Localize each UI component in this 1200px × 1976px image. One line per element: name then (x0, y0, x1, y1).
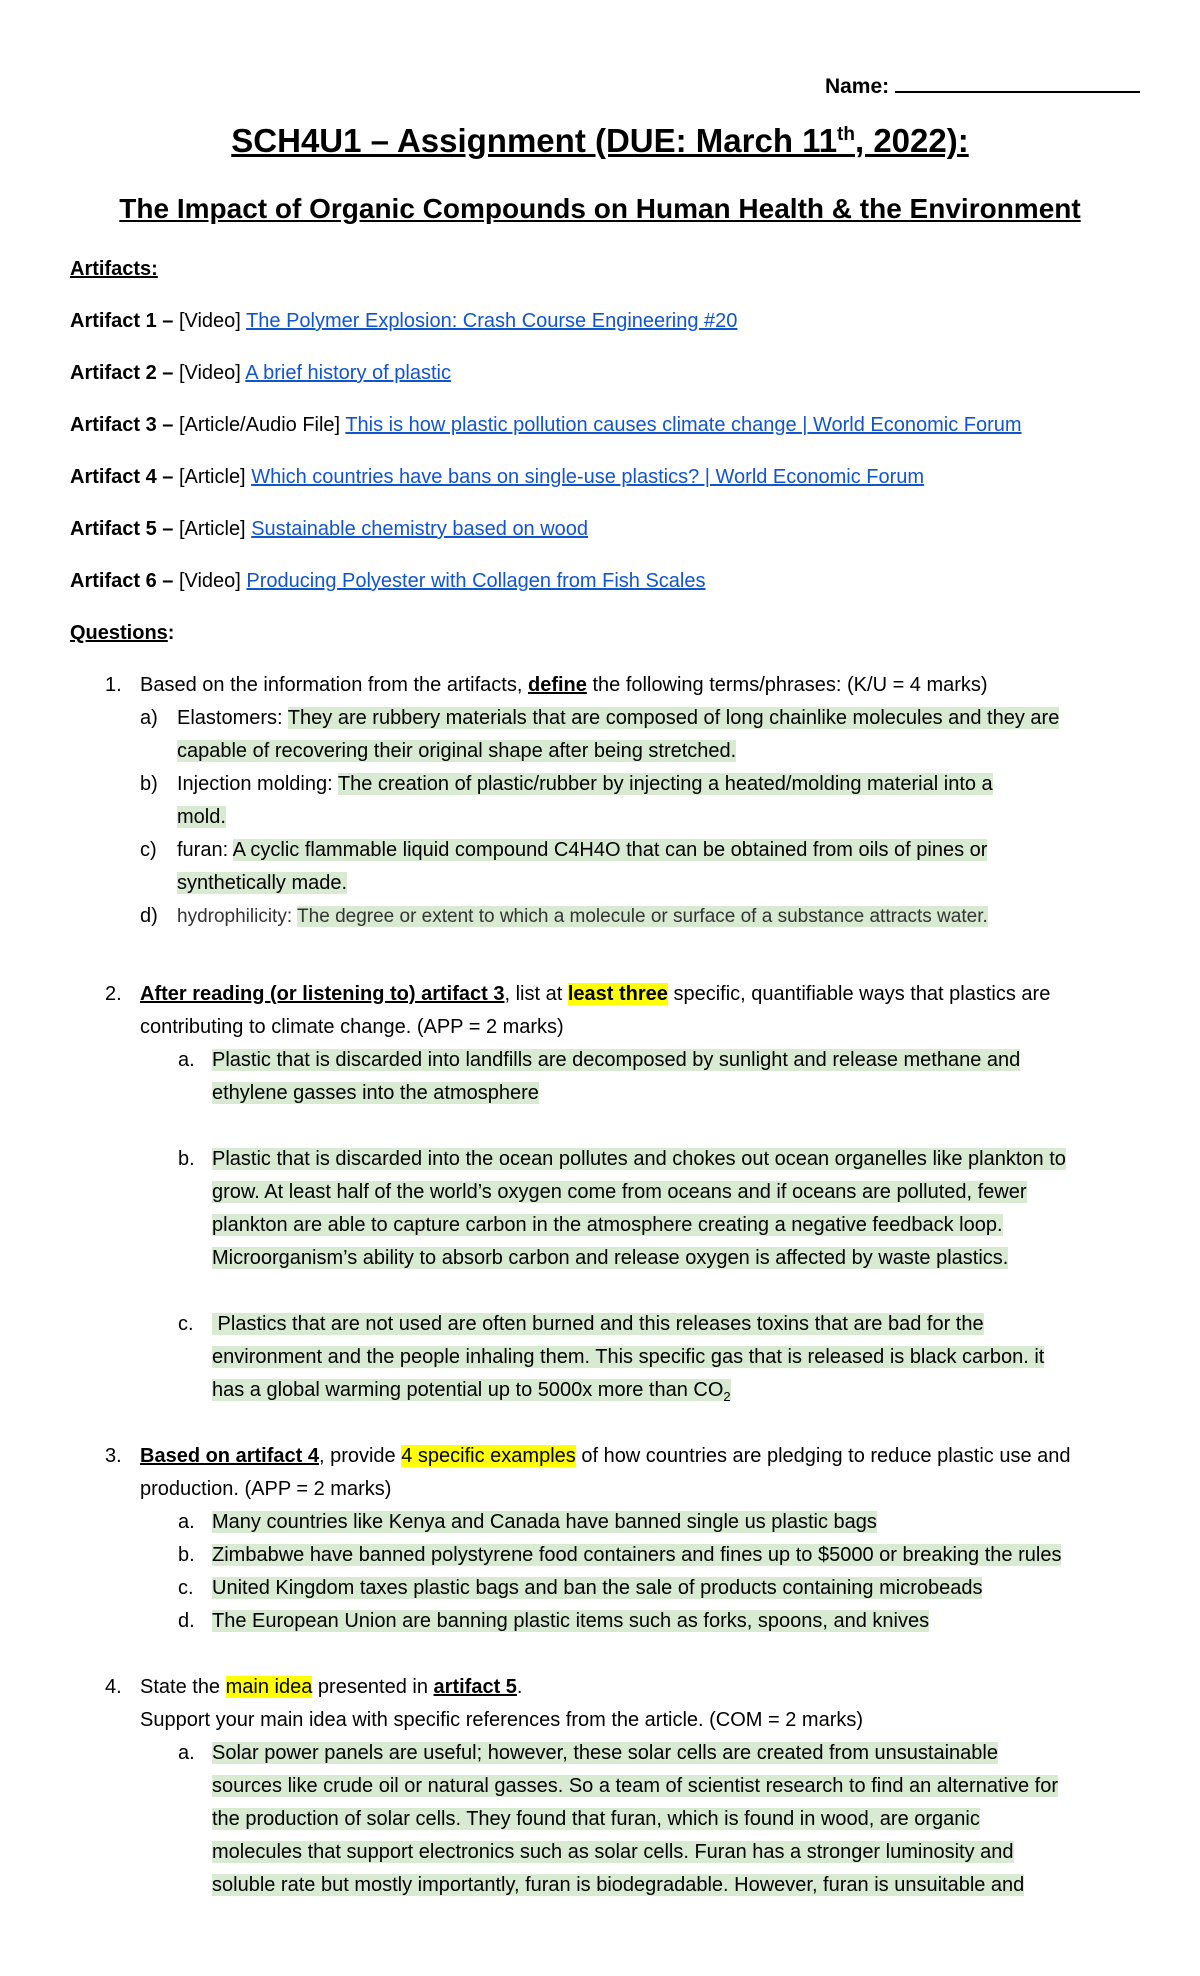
artifact-2: Artifact 2 – [Video] A brief history of plastic (70, 362, 451, 384)
q2c-answer: Plastics that are not used are often burned and this releases toxins that are bad for the (212, 1313, 984, 1335)
q3-number: 3. (105, 1445, 122, 1467)
q2b-answer-cont-3: Microorganism’s ability to absorb carbon and release oxygen is affected by waste plastics. (212, 1247, 1009, 1269)
q3a-answer: Many countries like Kenya and Canada have banned single us plastic bags (212, 1511, 877, 1533)
q2b-answer-cont-2: plankton are able to capture carbon in the atmosphere creating a negative feedback loop. (212, 1214, 1003, 1236)
q2c-answer-cont-2: has a global warming potential up to 5000x more than $CO_2$ (212, 1379, 731, 1404)
q4a-answer-cont-4: soluble rate but mostly importantly, furan is biodegradable. However, furan is unsuitable and (212, 1874, 1025, 1896)
q3d-answer: The European Union are banning plastic items such as forks, spoons, and knives (212, 1610, 930, 1632)
q3b-letter: b. (178, 1544, 195, 1566)
q2a-answer-cont: ethylene gasses into the atmosphere (212, 1082, 539, 1104)
q3-prompt: Based on artifact 4, provide 4 specific examples of how countries are pledging to reduce plastic use and (140, 1445, 1071, 1467)
questions-heading: Questions: (70, 622, 175, 644)
q1c-letter: c) (140, 839, 157, 861)
q1-number: 1. (105, 674, 122, 696)
q1d-answer: hydrophilicity: The degree or extent to which a molecule or surface of a substance attracts water. (177, 906, 988, 927)
artifact-5: Artifact 5 – [Article] Sustainable chemistry based on wood (70, 518, 589, 540)
q1d-letter: d) (140, 905, 158, 927)
artifact-1-link[interactable]: The Polymer Explosion: Crash Course Engineering #20 (246, 310, 738, 332)
q2b-answer: Plastic that is discarded into the ocean pollutes and chokes out ocean organelles like plankton to (212, 1148, 1066, 1170)
assignment-subtitle: The Impact of Organic Compounds on Human Health & the Environment (119, 193, 1081, 224)
q1b-answer-cont: mold. (177, 806, 226, 828)
q3b-answer: Zimbabwe have banned polystyrene food containers and fines up to $5000 or breaking the rules (212, 1544, 1062, 1566)
q3-prompt-cont: production. (APP = 2 marks) (140, 1478, 392, 1500)
q3c-letter: c. (178, 1577, 194, 1599)
name-label: Name: (824, 75, 890, 98)
q2c-answer-cont-1: environment and the people inhaling them. This specific gas that is released is black carbon. it (212, 1346, 1045, 1368)
q2-prompt: After reading (or listening to) artifact 3, list at least three specific, quantifiable ways that plastics are (140, 983, 1051, 1005)
artifacts-heading: Artifacts: (70, 258, 158, 280)
artifact-3: Artifact 3 – [Article/Audio File] This is how plastic pollution causes climate change | World Economic Forum (70, 414, 1022, 436)
artifact-2-link[interactable]: A brief history of plastic (245, 362, 451, 384)
q3d-letter: d. (178, 1610, 195, 1632)
q4a-answer-cont-1: sources like crude oil or natural gasses. So a team of scientist research to find an alternative for (212, 1775, 1058, 1797)
q4a-answer-cont-2: the production of solar cells. They found that furan, which is found in wood, are organic (212, 1808, 980, 1830)
q2b-letter: b. (178, 1148, 195, 1170)
q1-prompt: Based on the information from the artifacts, define the following terms/phrases: (K/U = 4 marks) (140, 674, 988, 696)
name-field[interactable] (825, 72, 1140, 99)
artifact-3-link[interactable]: This is how plastic pollution causes climate change | World Economic Forum (345, 414, 1022, 436)
artifact-6: Artifact 6 – [Video] Producing Polyester with Collagen from Fish Scales (70, 570, 706, 592)
artifact-4: Artifact 4 – [Article] Which countries have bans on single-use plastics? | World Economic Forum (70, 466, 925, 488)
q1c-answer-cont: synthetically made. (177, 872, 348, 894)
q4-number: 4. (105, 1676, 122, 1698)
q1a-answer: Elastomers: They are rubbery materials that are composed of long chainlike molecules and they are (177, 707, 1060, 729)
q1b-letter: b) (140, 773, 158, 795)
q2b-answer-cont-1: grow. At least half of the world’s oxygen come from oceans and if oceans are polluted, fewer (212, 1181, 1027, 1203)
artifact-6-link[interactable]: Producing Polyester with Collagen from Fish Scales (246, 570, 706, 592)
artifact-4-link[interactable]: Which countries have bans on single-use plastics? | World Economic Forum (251, 466, 925, 488)
q4-prompt: State the main idea presented in artifact 5. (140, 1676, 523, 1698)
q2a-letter: a. (178, 1049, 195, 1071)
q4a-answer-cont-3: molecules that support electronics such as solar cells. Furan has a stronger luminosity and (212, 1841, 1014, 1863)
q2c-letter: c. (178, 1313, 194, 1335)
q1a-letter: a) (140, 707, 158, 729)
q3c-answer: United Kingdom taxes plastic bags and ban the sale of products containing microbeads (212, 1577, 983, 1599)
q2-prompt-cont: contributing to climate change. (APP = 2 marks) (140, 1016, 564, 1038)
q1c-answer: furan: A cyclic flammable liquid compound C4H4O that can be obtained from oils of pines or (177, 839, 988, 861)
q1b-answer: Injection molding: The creation of plastic/rubber by injecting a heated/molding material into a (177, 773, 993, 795)
assignment-title: SCH4U1 – Assignment (DUE: March 11th, 2022): (231, 122, 969, 159)
artifact-5-link[interactable]: Sustainable chemistry based on wood (251, 518, 589, 540)
artifact-1: Artifact 1 – [Video] The Polymer Explosion: Crash Course Engineering #20 (70, 310, 738, 332)
q1a-answer-cont: capable of recovering their original shape after being stretched. (177, 740, 737, 762)
q3a-letter: a. (178, 1511, 195, 1533)
q2-number: 2. (105, 983, 122, 1005)
q4a-letter: a. (178, 1742, 195, 1764)
q2a-answer: Plastic that is discarded into landfills are decomposed by sunlight and release methane and (212, 1049, 1021, 1071)
name-blank-line[interactable] (895, 72, 1140, 93)
q4-prompt-cont: Support your main idea with specific references from the article. (COM = 2 marks) (140, 1709, 864, 1731)
q4a-answer: Solar power panels are useful; however, these solar cells are created from unsustainable (212, 1742, 998, 1764)
